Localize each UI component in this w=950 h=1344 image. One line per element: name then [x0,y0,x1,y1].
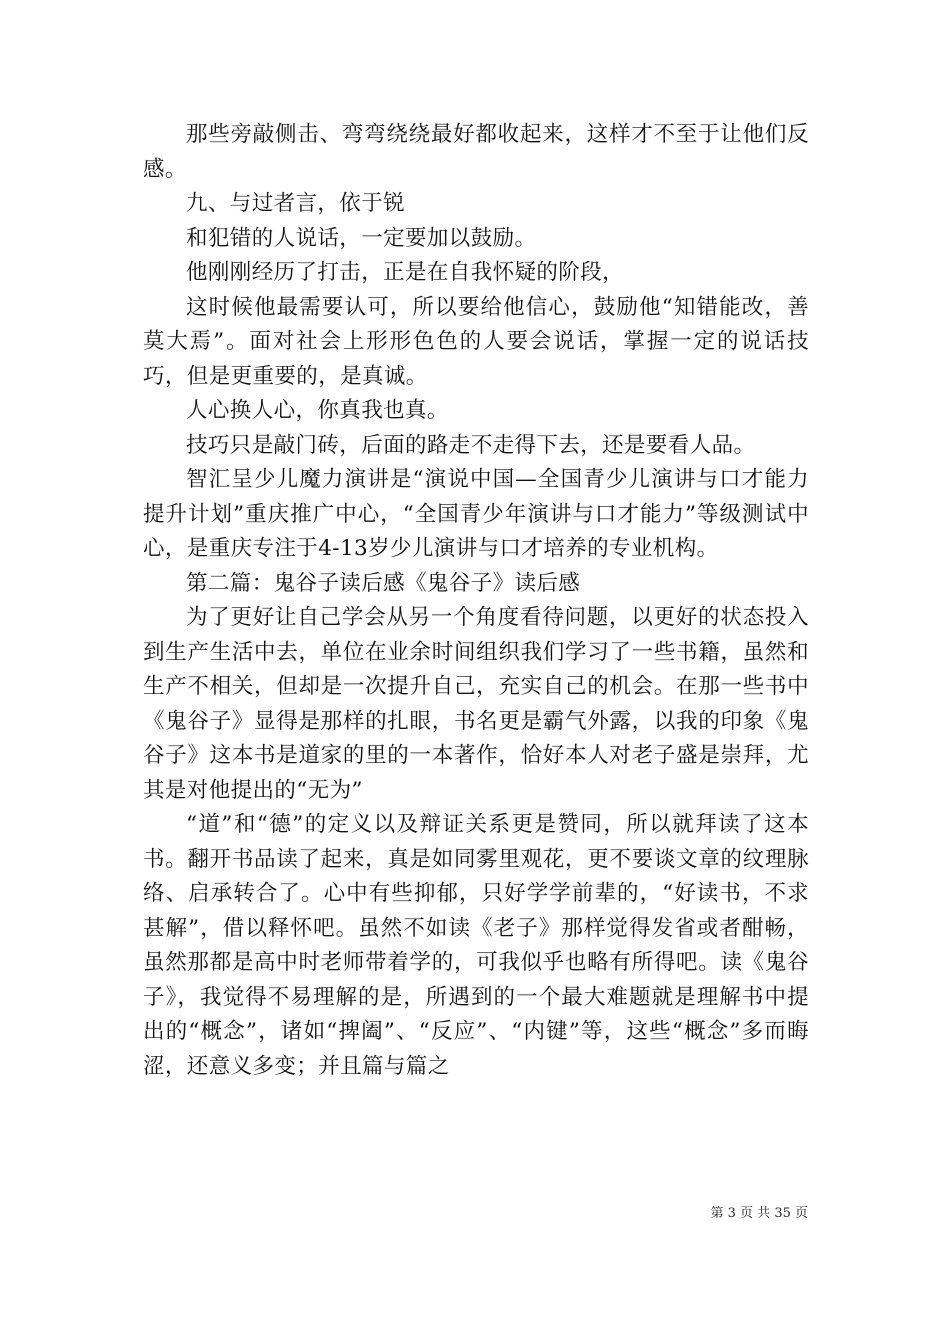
page-number: 第 3 页 共 35 页 [710,1206,808,1221]
paragraph: 人心换人心，你真我也真。 [186,398,449,423]
paragraph: 这时候他最需要认可，所以要给他信心，鼓励他“知错能改，善莫大焉”。面对社会上形形色色的人要会说话，掌握一定的说话技巧，但是更重要的，是真诚。 [143,294,809,389]
paragraph: 和犯错的人说话，一定要加以鼓励。 [186,225,537,251]
paragraph: 技巧只是敲门砖，后面的路走不走得下去，还是要看人品。 [186,432,756,458]
document-body [143,118,809,1084]
paragraph: “道”和“德”的定义以及辩证关系更是赞同，所以就拜读了这本书。翻开书品读了起来，真是如同雾里观花，更不要谈文章的纹理脉络、启承转合了。心中有些抑郁，只好学学前辈的，“好读书，不求甚解”，借以释怀吧。虽然不如读《老子》那样觉得发省或者酣畅，虽然那都是高中时老师带着学的，可我似乎也略有所得吧。读《鬼谷子》，我觉得不易理解的是，所遇到的一个最大难题就是理解书中提出的“概念”，诸如“捭阖”、“反应”、“内键”等，这些“概念”多而晦涩，还意义多变；并且篇与篇之 [143,812,809,1079]
paragraph: 智汇呈少儿魔力演讲是“演说中国—全国青少儿演讲与口才能力提升计划”重庆推广中心，“全国青少年演讲与口才能力”等级测试中心，是重庆专注于4-13岁少儿演讲与口才培养的专业机构。 [143,467,809,561]
paragraph: 他刚刚经历了打击，正是在自我怀疑的阶段， [186,260,625,285]
paragraph: 那些旁敲侧击、弯弯绕绕最好都收起来，这样才不至于让他们反感。 [143,122,809,182]
section-heading: 九、与过者言，依于锐 [186,191,406,216]
chapter-title: 第二篇：鬼谷子读后感《鬼谷子》读后感 [186,570,581,596]
paragraph: 为了更好让自己学会从另一个角度看待问题，以更好的状态投入到生产生活中去，单位在业余时间组织我们学习了一些书籍，虽然和生产不相关，但却是一次提升自己，充实自己的机会。在那一些书中《鬼谷子》显得是那样的扎眼，书名更是霸气外露，以我的印象《鬼谷子》这本书是道家的里的一本著作，恰好本人对老子盛是崇拜，尤其是对他提出的“无为” [143,605,809,803]
